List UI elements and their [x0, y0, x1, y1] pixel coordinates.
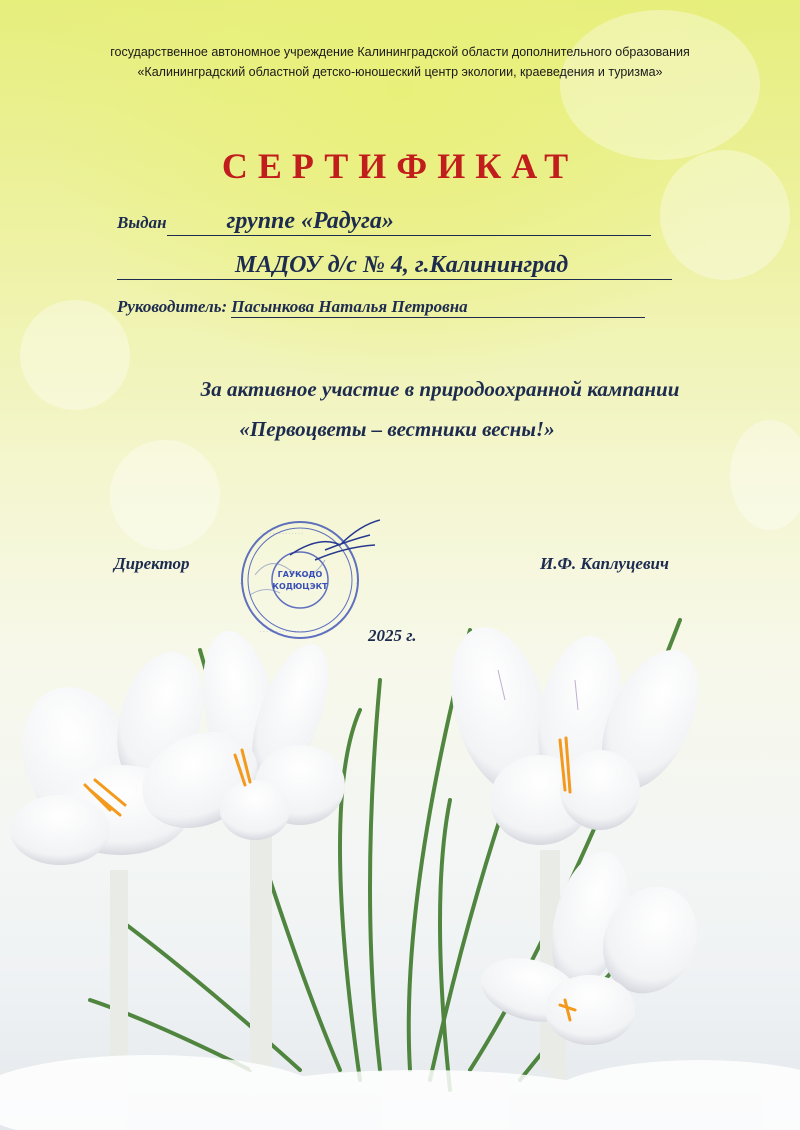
svg-text:·: ·	[356, 581, 358, 587]
director-label: Директор	[114, 554, 190, 573]
stamp-center-line-1: ГАУКОДО	[277, 570, 323, 579]
certificate-year: 2025 г.	[368, 626, 417, 645]
svg-text:·: ·	[240, 581, 242, 587]
stamp-center-line-2: КОДЮЦЭКТ	[272, 582, 328, 591]
director-name: И.Ф. Каплуцевич	[540, 554, 669, 573]
crocus-flowers-illustration	[0, 600, 800, 1130]
issued-label: Выдан	[117, 213, 167, 232]
organization-value: МАДОУ д/с № 4, г.Калининград	[117, 252, 672, 280]
institution-header	[0, 42, 800, 82]
bokeh-light	[110, 440, 220, 550]
certificate-title: СЕРТИФИКАТ	[221, 146, 579, 186]
bokeh-light	[560, 10, 760, 160]
signature-scribble	[290, 520, 380, 560]
award-line-2: «Первоцветы – вестники весны!»	[239, 417, 555, 441]
award-line-1: За активное участие в природоохранной кампании	[200, 377, 680, 401]
svg-text:· · · · · · · · · · · · · ·: · · · · · · · · · · · · · ·	[260, 629, 303, 635]
organization-line	[117, 252, 672, 280]
svg-text:· · · · · · · · · · · · · ·: · · · · · · · · · · · · · ·	[260, 531, 303, 537]
issued-line	[117, 208, 651, 236]
institution-line-1: государственное автономное учреждение Калининградской области дополнительного образования	[110, 45, 690, 59]
leader-line	[117, 297, 645, 318]
leader-name: Пасынкова Наталья Петровна	[231, 297, 645, 318]
institution-line-2: «Калининградский областной детско-юношеский центр экологии, краеведения и туризма»	[137, 65, 663, 79]
group-value: группе «Радуга»	[167, 208, 651, 236]
leader-label: Руководитель:	[117, 297, 228, 316]
